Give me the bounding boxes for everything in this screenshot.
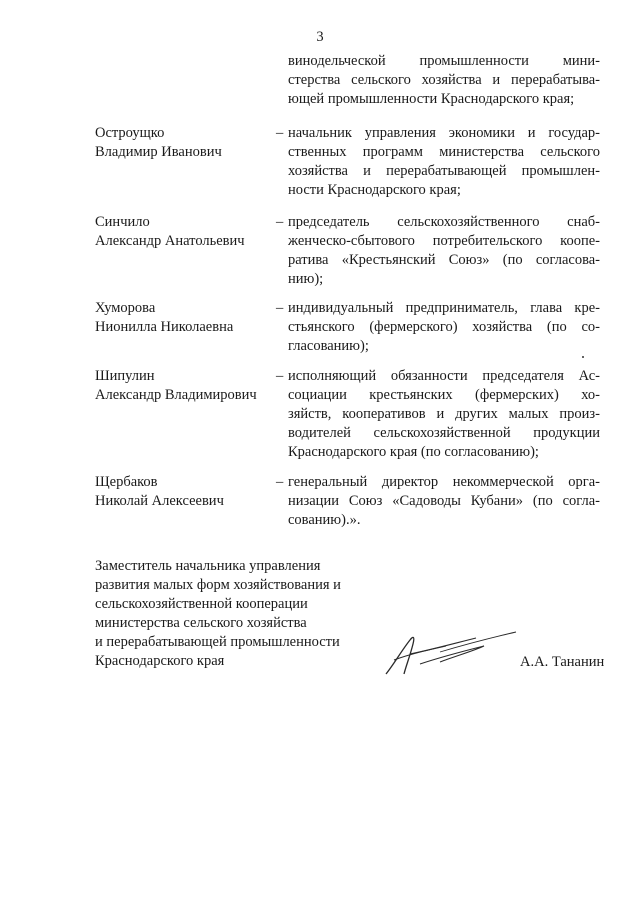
speck-mark xyxy=(582,356,584,358)
member-description xyxy=(288,124,600,200)
member-given-names: Нионилла Николаевна xyxy=(95,319,234,335)
text-line: исполняющий обязанности председателя Ас- xyxy=(288,368,600,384)
signatory-title xyxy=(95,557,375,671)
text-line: Заместитель начальника управления xyxy=(95,558,321,574)
text-line: водителей сельскохозяйственной продукции xyxy=(288,425,600,441)
member-description xyxy=(288,213,600,289)
member-given-names: Николай Алексеевич xyxy=(95,493,224,509)
member-surname: Шипулин xyxy=(95,368,155,384)
member-name xyxy=(95,213,275,251)
continuation-text xyxy=(288,52,600,109)
member-given-names: Александр Анатольевич xyxy=(95,233,245,249)
text-line: ности Краснодарского края; xyxy=(288,182,461,198)
text-line: гласованию); xyxy=(288,338,369,354)
dash: – xyxy=(276,300,284,316)
text-line: ственных программ министерства сельского xyxy=(288,144,600,160)
member-surname: Щербаков xyxy=(95,474,158,490)
member-surname: Хуморова xyxy=(95,300,156,316)
text-line: ратива «Крестьянский Союз» (по согласова- xyxy=(288,252,600,268)
member-name xyxy=(95,299,275,337)
dash: – xyxy=(276,474,284,490)
text-line: нию); xyxy=(288,271,324,287)
member-description xyxy=(288,367,600,462)
text-line: сованию).». xyxy=(288,512,361,528)
text-line: хозяйства и перерабатывающей промышлен- xyxy=(288,163,600,179)
member-given-names: Владимир Иванович xyxy=(95,144,222,160)
dash: – xyxy=(276,214,284,230)
page-number: 3 xyxy=(316,29,324,45)
member-description xyxy=(288,299,600,356)
handwritten-signature xyxy=(380,624,520,680)
member-description xyxy=(288,473,600,530)
member-name xyxy=(95,473,275,511)
member-name xyxy=(95,367,275,405)
text-line: сельскохозяйственной кооперации xyxy=(95,596,308,612)
dash: – xyxy=(276,125,284,141)
text-line: зяйств, кооперативов и других малых произ- xyxy=(288,406,600,422)
member-surname: Остроущко xyxy=(95,125,165,141)
text-line: низации Союз «Садоводы Кубани» (по согла- xyxy=(288,493,600,509)
text-line: развития малых форм хозяйствования и xyxy=(95,577,341,593)
text-line: Краснодарского края xyxy=(95,653,225,669)
member-name xyxy=(95,124,275,162)
signatory-name: А.А. Тананин xyxy=(520,654,605,670)
dash: – xyxy=(276,368,284,384)
member-given-names: Александр Владимирович xyxy=(95,387,257,403)
text-line: социации крестьянских (фермерских) хо- xyxy=(288,387,600,403)
member-surname: Синчило xyxy=(95,214,150,230)
text-line: стерства сельского хозяйства и перерабатыва- xyxy=(288,72,600,88)
text-line: ющей промышленности Краснодарского края; xyxy=(288,91,575,107)
text-line: генеральный директор некоммерческой орга- xyxy=(288,474,600,490)
text-line: винодельческой промышленности мини- xyxy=(288,53,600,69)
text-line: и перерабатывающей промышленности xyxy=(95,634,340,650)
text-line: министерства сельского хозяйства xyxy=(95,615,307,631)
text-line: начальник управления экономики и государ- xyxy=(288,125,600,141)
text-line: женческо-сбытового потребительского коопе- xyxy=(288,233,600,249)
text-line: стьянского (фермерского) хозяйства (по со- xyxy=(288,319,600,335)
text-line: Краснодарского края (по согласованию); xyxy=(288,444,539,460)
text-line: индивидуальный предприниматель, глава кре- xyxy=(288,300,600,316)
text-line: председатель сельскохозяйственного снаб- xyxy=(288,214,600,230)
